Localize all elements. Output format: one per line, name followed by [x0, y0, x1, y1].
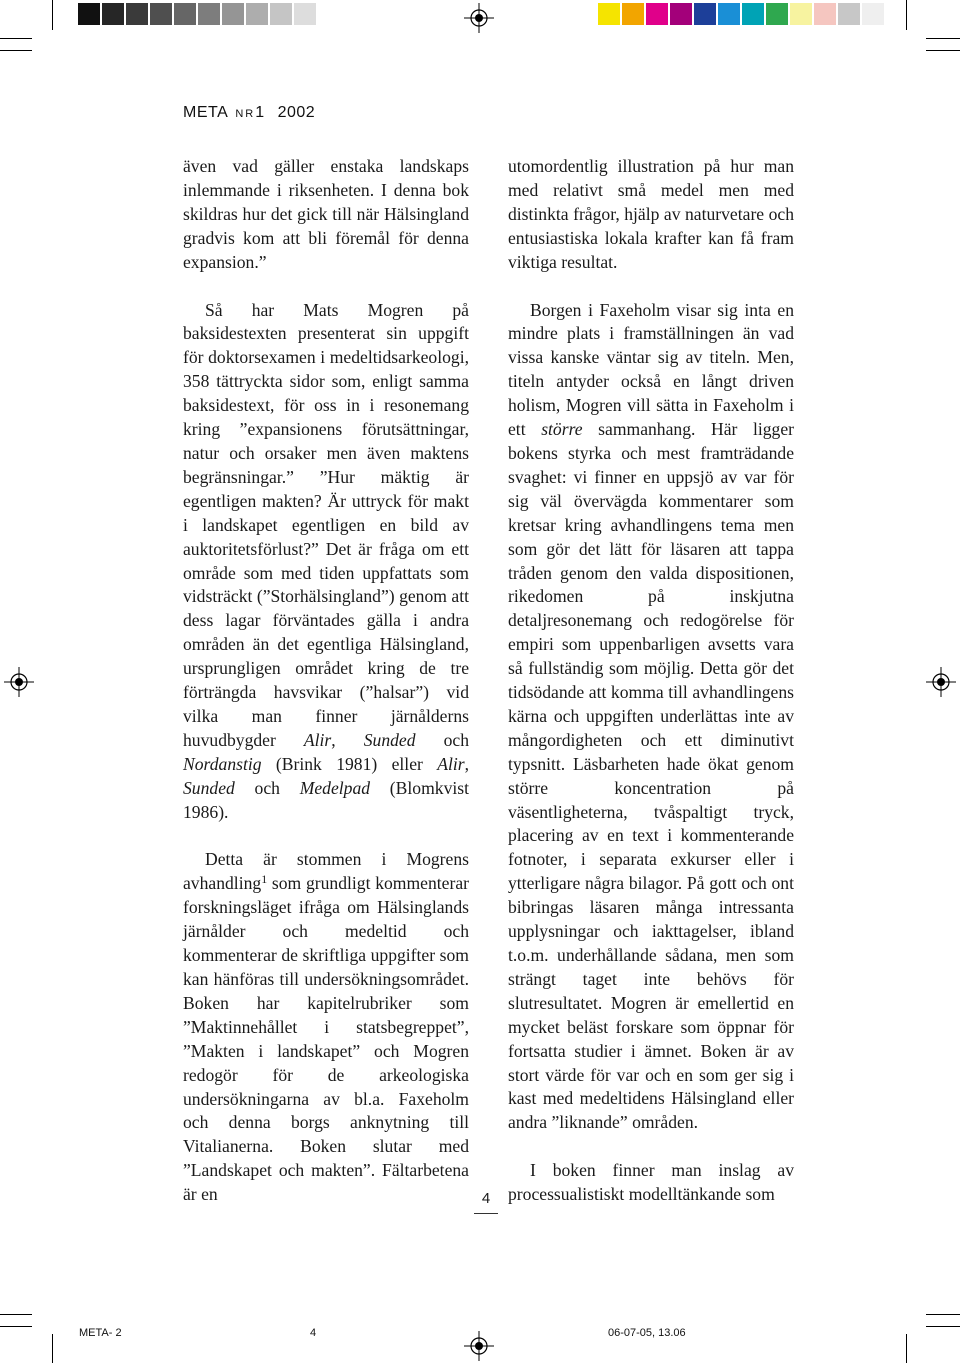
color-swatch: [838, 3, 860, 25]
color-swatch: [790, 3, 812, 25]
color-swatch: [694, 3, 716, 25]
color-swatch: [102, 3, 124, 25]
color-swatch: [150, 3, 172, 25]
color-swatch: [862, 3, 884, 25]
registration-mark-icon: [464, 1331, 494, 1361]
color-swatch: [246, 3, 268, 25]
color-swatch: [270, 3, 292, 25]
color-swatch: [198, 3, 220, 25]
color-swatch: [622, 3, 644, 25]
crop-mark: [52, 0, 53, 30]
grayscale-color-bar: [78, 3, 316, 25]
crop-mark: [0, 1326, 32, 1327]
right-column: [508, 155, 794, 1207]
crop-mark: [0, 50, 32, 51]
issue-number: 1: [255, 104, 265, 121]
crop-mark: [906, 1334, 907, 1363]
paragraph: I boken finner man inslag av processualistiskt modelltänkande som: [508, 1160, 794, 1205]
color-swatch: [126, 3, 148, 25]
color-swatch: [222, 3, 244, 25]
folio-rule: [474, 1213, 498, 1214]
process-color-bar: [598, 3, 884, 25]
slug-file-name: META- 2: [79, 1327, 122, 1339]
color-swatch: [718, 3, 740, 25]
paragraph: även vad gäller enstaka landskaps inlemmande i riksenheten. I denna bok skildras hur det gick till när Hälsingland gradvis kom att bli föremål för denna expansion.”: [183, 156, 469, 272]
crop-mark: [926, 1326, 960, 1327]
color-swatch: [742, 3, 764, 25]
running-head: [183, 104, 315, 122]
color-swatch: [174, 3, 196, 25]
crop-mark: [926, 38, 960, 39]
crop-mark: [0, 38, 32, 39]
crop-mark: [52, 1334, 53, 1363]
color-swatch: [814, 3, 836, 25]
crop-mark: [0, 1314, 32, 1315]
registration-mark-icon: [464, 3, 494, 33]
crop-mark: [906, 0, 907, 30]
left-column: [183, 155, 469, 1207]
journal-name: META: [183, 104, 228, 121]
paragraph: Detta är stommen i Mogrens avhandling$^1$ som grundligt kommenterar forskningsläget ifråga om Hälsinglands järnålder och medeltid och kommenterar de skriftliga uppgifter som kan hänföras till undersökningsområdet. Boken har kapitelrubriker som ”Maktinnehållet i statsbegreppet”, ”Makten i landskapet” och Mogren redogör för de arkeologiska undersökningarna av bl.a. Faxeholm och denna borgs anknytning till Vitalianerna. Boken slutar med ”Landskapet och makten”. Fältarbetena är en: [183, 849, 469, 1205]
paragraph: Så har Mats Mogren på baksidestexten presenterat sin uppgift för doktorsexamen i medeltidsarkeologi, 358 tättryckta sidor som, enligt samma baksidestext, för oss in i resonemang kring ”expansionens förutsättningar, natur och orsaker men även maktens begränsningar.” ”Hur mäktig är egentligen makten? Är uttryck för makt i landskapet egentligen en bild av auktoritetsförlust?” Det är fråga om ett område som med tiden uppfattats som vidsträckt (”Storhälsingland”) genom att dess lagar förväntades gälla i andra områden än det egentliga Hälsingland, ursprungligen området kring de tre förträngda havsvikar (”halsar”) vid vilka man finner järnålderns huvudbygder Alir, Sunded och Nordanstig (Brink 1981) eller Alir, Sunded och Medelpad (Blomkvist 1986).: [183, 299, 469, 822]
slug-date: 06-07-05, 13.06: [608, 1327, 686, 1339]
page-number: 4: [481, 1190, 491, 1207]
footnote-reference: 1: [261, 872, 268, 887]
color-swatch: [766, 3, 788, 25]
color-swatch: [646, 3, 668, 25]
color-swatch: [294, 3, 316, 25]
color-swatch: [670, 3, 692, 25]
paragraph: Borgen i Faxeholm visar sig inta en mindre plats i framställningen än vad vissa kanske väntar sig av titeln. Men, titeln antyder också en långt driven holism, Mogren vill sätta in Faxeholm i ett större sammanhang. Här ligger bokens styrka och mest framträdande svaghet: vi finner en uppsjö av var för sig väl övervägda kommentarer som kretsar kring avhandlingens tema men som gör det lätt för läsaren att tappa tråden genom den valda dispositionen, rikedomen på inskjutna detaljresonemang och redogörelse för empiri som uppenbarligen avsetts vara så fullständig som möjlig. Detta gör det tidsödande att komma till avhandlingens kärna och uppgiften underlättas inte av mångordigheten och ett diminutivt typsnitt. Läsbarheten hade ökat genom större koncentration på väsentligheterna, tvåspaltigt tryck, placering av en text i kommenterande fotnoter, i separata exkurser eller i ytterligare några bilagor. På gott och ont bibringas läsaren många intressanta upplysningar och iakttagelser, ibland t.o.m. underhållande sådana, men som strängt taget inte behövs för slutresultatet. Mogren är emellertid en mycket beläst forskare som öppnar för fortsatta studier i ämnet. Boken är av stort värde för var och en som ger sig i kast med medeltidens Hälsingland eller andra ”liknande” områden.: [508, 299, 795, 1133]
paragraph: utomordentlig illustration på hur man med relativt små medel men med distinkta frågor, hjälp av naturvetare och entusiastiska lokala krafter kan få fram viktiga resultat.: [508, 156, 794, 272]
slug-page-number: 4: [310, 1327, 317, 1339]
crop-mark: [926, 50, 960, 51]
color-swatch: [78, 3, 100, 25]
color-swatch: [598, 3, 620, 25]
crop-mark: [926, 1314, 960, 1315]
issue-label: NR: [235, 108, 256, 120]
registration-mark-icon: [926, 667, 956, 697]
registration-mark-icon: [4, 667, 34, 697]
issue-year: 2002: [277, 104, 316, 121]
